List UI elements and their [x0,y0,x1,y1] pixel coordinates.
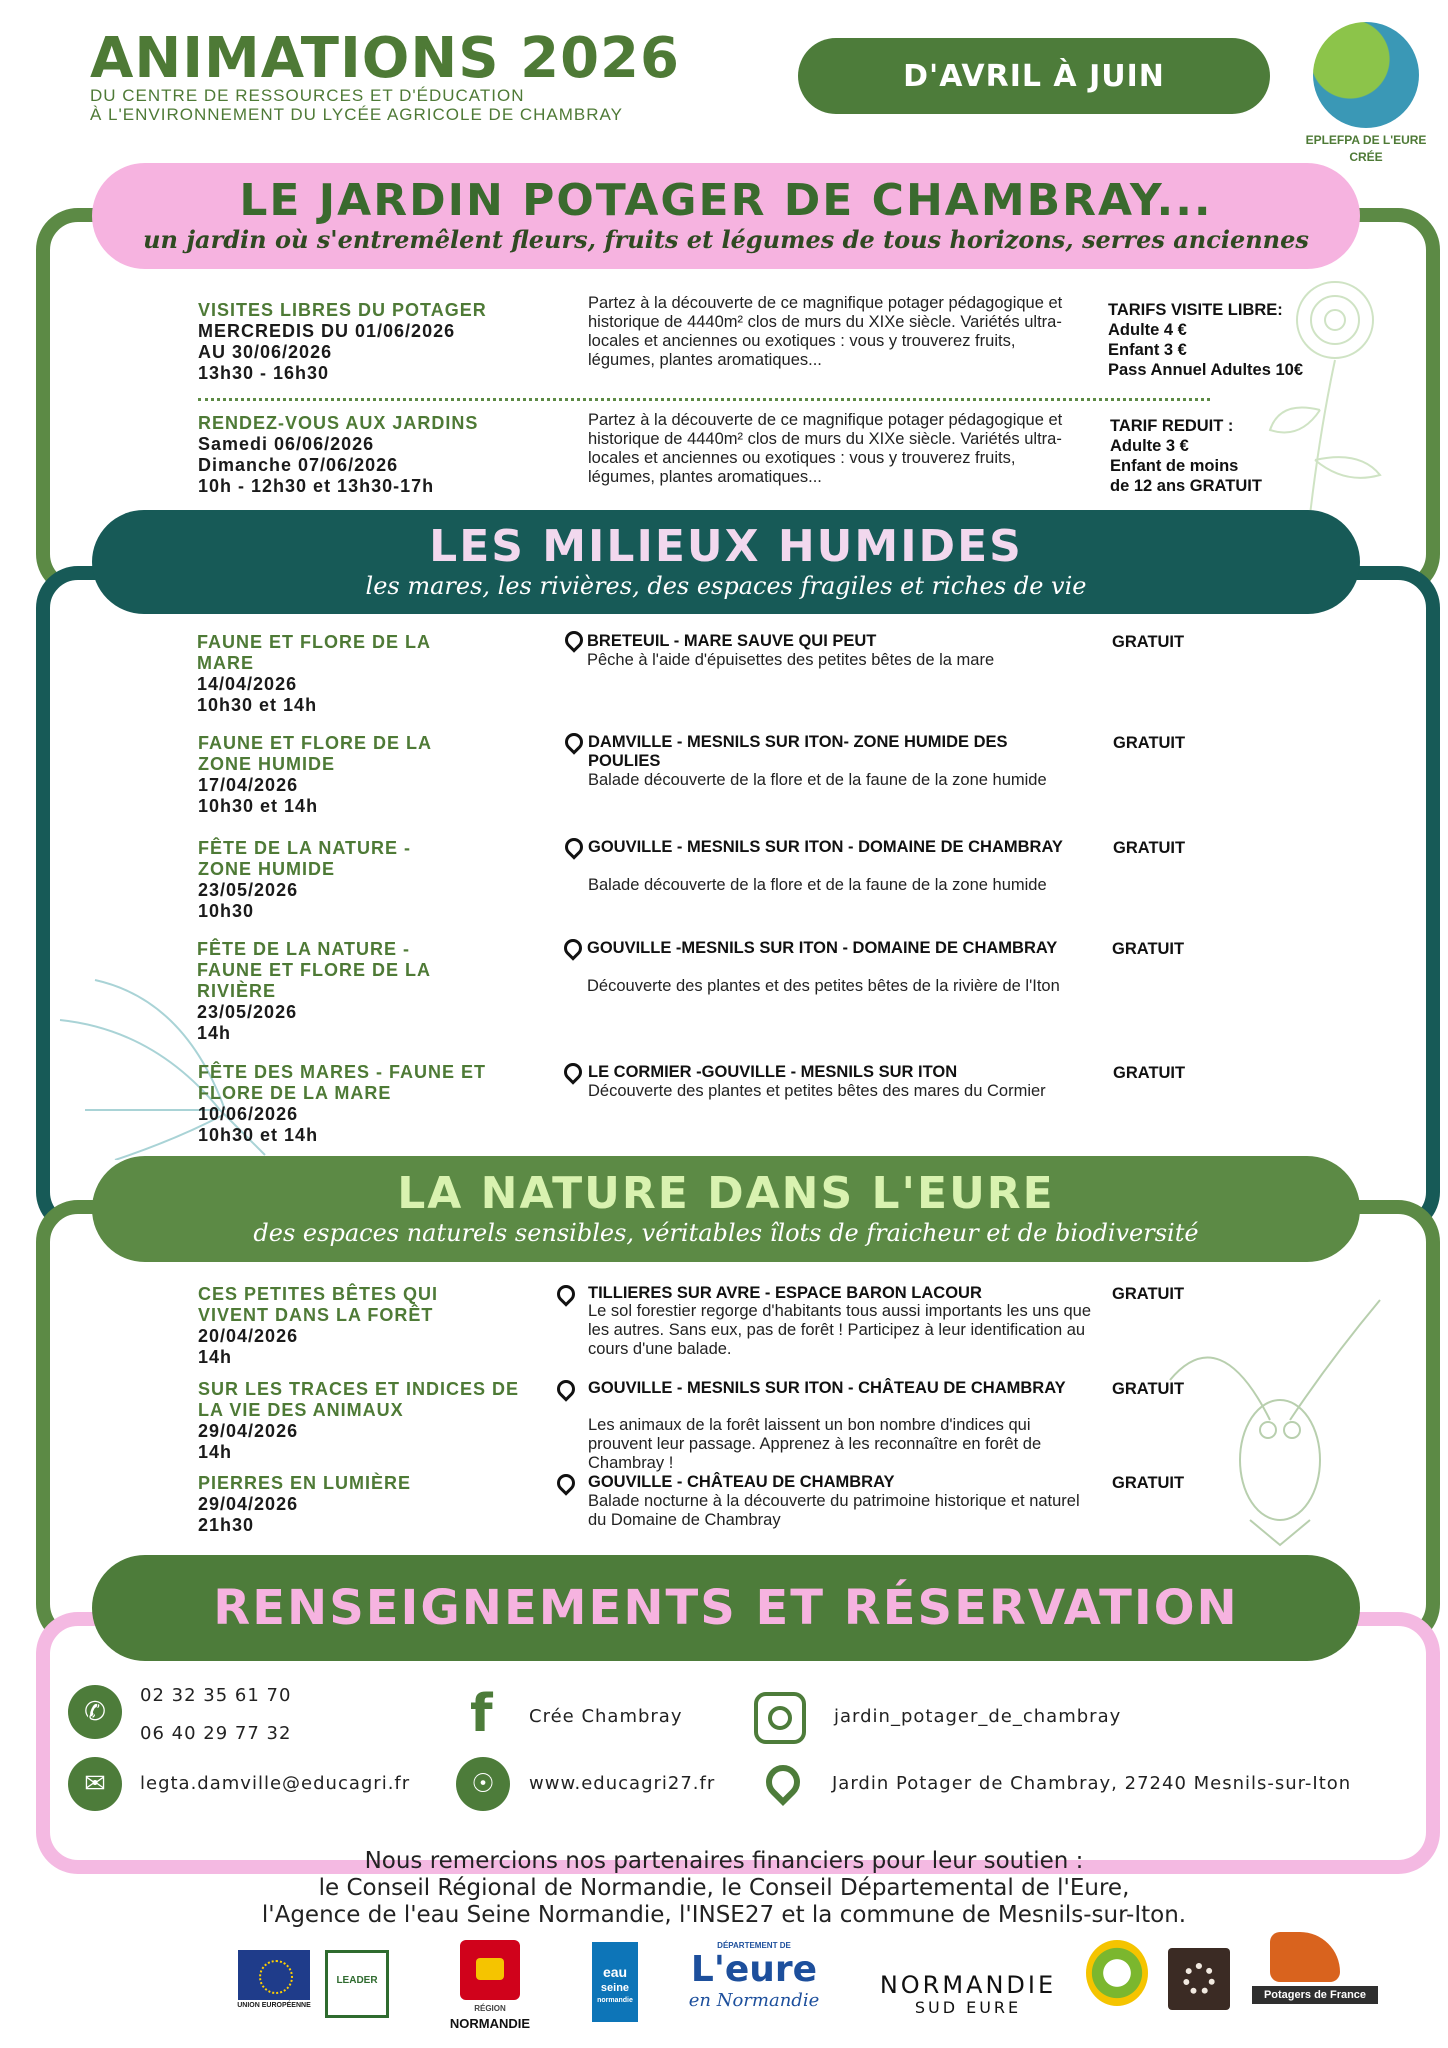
normandie-sud-eure-sub: SUD EURE [914,1998,1022,2017]
leader-logo: LEADER [325,1950,389,2018]
event-price: GRATUIT [1112,1380,1185,1398]
event-title: FAUNE ET FLORE DE LA MARE [197,632,431,673]
phone-number[interactable]: 06 40 29 77 32 [140,1723,292,1744]
event-title: FAUNE ET FLORE DE LA ZONE HUMIDE [198,733,432,774]
event-location: GOUVILLE - CHÂTEAU DE CHAMBRAY [588,1473,895,1491]
eu-logo-caption: UNION EUROPÉENNE [237,2002,311,2009]
event-price: GRATUIT [1112,1285,1185,1303]
event-location: GOUVILLE - MESNILS SUR ITON - DOMAINE DE CHAMBRAY [588,838,1063,856]
event-title: RENDEZ-VOUS AUX JARDINS [198,413,479,433]
normandie-region-logo [460,1940,520,2000]
logo-caption: EPLEFPA DE L'EURE CRÉE [1305,133,1427,164]
section-nature-header [92,1156,1360,1262]
thanks-text: Nous remercions nos partenaires financiers pour leur soutien : le Conseil Régional de Normandie, le Conseil Départemental de l'Eure, l'Agence de l'eau Seine Normandie, l'INSE27 et la commune de Mesnils-sur-Iton. [261,1848,1187,1928]
eau-seine-normandie-logo: eau seine normandie [592,1942,638,2022]
event-description: Découverte des plantes et des petites bêtes de la rivière de l'Iton [587,977,1060,995]
section-subtitle: un jardin où s'entremêlent fleurs, fruits et légumes de tous horizons, serres anciennes [143,225,1309,254]
event-location: GOUVILLE - MESNILS SUR ITON - CHÂTEAU DE CHAMBRAY [588,1379,1066,1397]
section-title: RENSEIGNEMENTS ET RÉSERVATION [213,1580,1239,1636]
event-date: 23/05/2026 10h30 [198,880,299,921]
event-description: Pêche à l'aide d'épuisettes des petites bêtes de la mare [587,651,995,669]
phone-number[interactable]: 02 32 35 61 70 [140,1685,292,1706]
eplefpa-logo [1313,22,1419,128]
page-subtitle: DU CENTRE DE RESSOURCES ET D'ÉDUCATION À L'ENVIRONNEMENT DU LYCÉE AGRICOLE DE CHAMBRAY [90,86,623,124]
eure-logo-sub: en Normandie [688,1990,820,2011]
event-description: Partez à la découverte de ce magnifique potager pédagogique et historique de 4440m² clos de murs du XIXe siècle. Variétés ultra-locales et anciennes ou exotiques : vous y trouverez fruits, légumes, plantes aromatiques... [588,294,1063,369]
event-price: GRATUIT [1113,839,1186,857]
event-price: GRATUIT [1113,1064,1186,1082]
event-date: 20/04/2026 14h [198,1326,299,1367]
region-caption-1: RÉGION [474,2004,506,2013]
event-price: GRATUIT [1112,1474,1185,1492]
event-description: Le sol forestier regorge d'habitants tous aussi importants les uns que les autres. Sans eux, pas de forêt ! Participez à leur identification au cours d'une balade. [588,1302,1092,1358]
event-description: Partez à la découverte de ce magnifique potager pédagogique et historique de 4440m² clos de murs du XIXe siècle. Variétés ultra-locales et anciennes ou exotiques : vous y trouverez fruits, légumes, plantes aromatiques... [588,411,1063,486]
event-title: FÊTE DE LA NATURE - FAUNE ET FLORE DE LA RIVIÈRE [197,939,431,1001]
eu-flag-logo [238,1950,310,2000]
email-icon: ✉ [68,1757,122,1811]
globe-icon: ☉ [456,1757,510,1811]
section-jardin-header [92,163,1360,269]
eure-caption-top: DÉPARTEMENT DE [717,1941,791,1950]
section-subtitle: des espaces naturels sensibles, véritables îlots de fraicheur et de biodiversité [253,1219,1199,1247]
section-title: LA NATURE DANS L'EURE [397,1168,1055,1219]
section-subtitle: les mares, les rivières, des espaces fragiles et riches de vie [365,572,1087,600]
section-title: LE JARDIN POTAGER DE CHAMBRAY... [239,175,1213,226]
watering-can-logo [1270,1932,1340,1982]
inse27-logo [1168,1948,1230,2010]
event-title: PIERRES EN LUMIÈRE [198,1473,412,1493]
event-title: FÊTE DES MARES - FAUNE ET FLORE DE LA MARE [198,1062,487,1103]
eure-logo: L'eure [690,1949,818,1990]
website-link[interactable]: www.educagri27.fr [529,1773,716,1794]
event-date: 29/04/2026 21h30 [198,1494,299,1535]
instagram-link[interactable]: jardin_potager_de_chambray [834,1706,1122,1727]
event-date: 29/04/2026 14h [198,1421,299,1462]
section-title: LES MILIEUX HUMIDES [429,521,1023,572]
event-price: GRATUIT [1112,633,1185,651]
event-location: DAMVILLE - MESNILS SUR ITON- ZONE HUMIDE DES POULIES [588,733,1008,770]
section-contact-header [92,1555,1360,1661]
phone-icon: ✆ [68,1685,122,1739]
event-location: TILLIERES SUR AVRE - ESPACE BARON LACOUR [588,1284,982,1302]
normandie-sud-eure-logo: NORMANDIE [879,1971,1057,1999]
event-date: 17/04/2026 10h30 et 14h [198,775,319,816]
event-date: 10/06/2026 10h30 et 14h [198,1104,319,1145]
event-description: Les animaux de la forêt laissent un bon nombre d'indices qui prouvent leur passage. Apprenez à les reconnaître en forêt de Chambray ! [588,1416,1042,1472]
email-link[interactable]: legta.damville@educagri.fr [140,1773,411,1794]
event-location: LE CORMIER -GOUVILLE - MESNILS SUR ITON [588,1063,958,1081]
owl-illustration [1160,1280,1390,1550]
event-location: BRETEUIL - MARE SAUVE QUI PEUT [587,632,877,650]
potagers-de-france-logo: Potagers de France [1252,1986,1378,2004]
event-price: GRATUIT [1112,940,1185,958]
event-description: Balade découverte de la flore et de la faune de la zone humide [588,876,1047,894]
facebook-link[interactable]: Crée Chambray [529,1706,683,1727]
event-title: CES PETITES BÊTES QUI VIVENT DANS LA FORÊT [198,1284,439,1325]
event-date: 23/05/2026 14h [197,1002,298,1043]
row-divider [198,398,1210,401]
page-title: ANIMATIONS 2026 [90,26,680,91]
facebook-icon: f [470,1684,493,1744]
event-date: MERCREDIS DU 01/06/2026 AU 30/06/2026 13h30 - 16h30 [198,321,456,383]
event-description: Balade découverte de la flore et de la faune de la zone humide [588,771,1047,789]
event-title: VISITES LIBRES DU POTAGER [198,300,487,320]
period-badge: D'AVRIL À JUIN [798,38,1270,114]
event-price: GRATUIT [1113,734,1186,752]
event-price: TARIFS VISITE LIBRE: Adulte 4 € Enfant 3 € Pass Annuel Adultes 10€ [1108,301,1304,379]
event-title: SUR LES TRACES ET INDICES DE LA VIE DES ANIMAUX [198,1379,520,1420]
mesnils-sur-iton-logo [1086,1940,1148,2006]
address-text: Jardin Potager de Chambray, 27240 Mesnils-sur-Iton [832,1773,1352,1794]
event-description: Découverte des plantes et petites bêtes des mares du Cormier [588,1082,1046,1100]
event-description: Balade nocturne à la découverte du patrimoine historique et naturel du Domaine de Chambray [588,1492,1080,1529]
instagram-icon [754,1692,806,1744]
event-date: Samedi 06/06/2026 Dimanche 07/06/2026 10h - 12h30 et 13h30-17h [198,434,435,496]
section-humides-header [92,510,1360,614]
region-caption-2: NORMANDIE [449,2016,531,2031]
event-location: GOUVILLE -MESNILS SUR ITON - DOMAINE DE CHAMBRAY [587,939,1058,957]
event-date: 14/04/2026 10h30 et 14h [197,674,318,715]
event-price: TARIF REDUIT : Adulte 3 € Enfant de moins de 12 ans GRATUIT [1110,417,1262,495]
event-title: FÊTE DE LA NATURE - ZONE HUMIDE [198,838,411,879]
